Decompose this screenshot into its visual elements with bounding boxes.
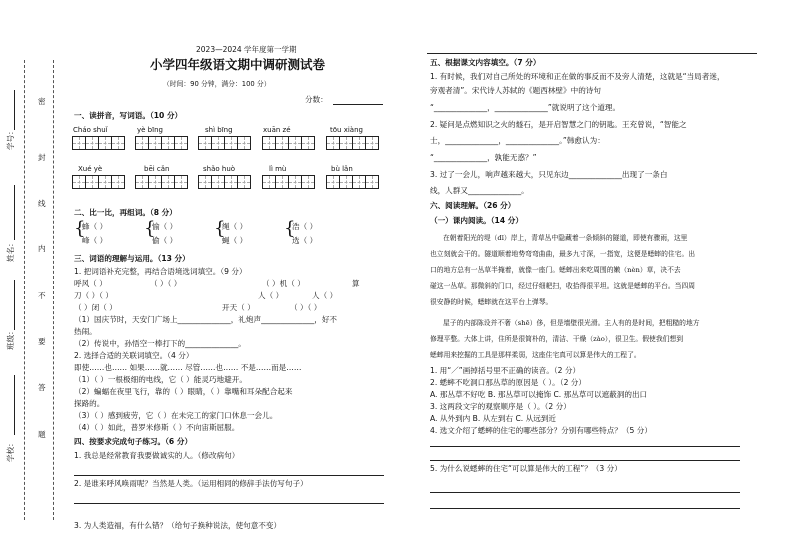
- passage-line: 蟋蟀用来挖掘的工具是那样柔弱，这座住宅真可以算是伟大的工程了。: [430, 351, 641, 359]
- answer-line[interactable]: [430, 460, 740, 461]
- pinyin: bēi cǎn: [144, 165, 170, 173]
- answer-line[interactable]: [430, 492, 740, 493]
- pinyin: shì bīng: [205, 126, 233, 134]
- binding-char: 答: [38, 383, 46, 392]
- char-grid[interactable]: [72, 175, 124, 189]
- question-text: 5. 为什么说蟋蟀的住宅“可以算是伟大的工程”？（3 分）: [430, 464, 622, 473]
- question-text: （1）（ ）一根极细的电线，它（ ）能灵巧地避开。: [74, 375, 247, 384]
- school-blank[interactable]: [14, 375, 15, 435]
- fill-item[interactable]: 算: [352, 279, 360, 288]
- char-grid[interactable]: [326, 175, 378, 189]
- choice-options[interactable]: A. 那丛草不好吃 B. 那丛草可以掩饰 C. 那丛草可以遮蔽洞的出口: [430, 390, 648, 399]
- compare-item[interactable]: 浩（ ）: [292, 222, 318, 231]
- fill-item[interactable]: 人（ ）: [258, 291, 284, 300]
- binding-char: 内: [38, 244, 46, 253]
- pinyin: tōu xiàng: [330, 126, 363, 134]
- question-text: “______________，孰能无惑？”: [430, 153, 537, 162]
- section3-title: 三、词语的理解与运用。（13 分）: [74, 254, 190, 263]
- binding-line-2: [53, 60, 54, 520]
- question-text: （4）（ ）如此，普罗米修斯（ ）不向宙斯屈服。: [74, 423, 240, 432]
- section5-title: 五、根据课文内容填空。（7 分）: [430, 58, 541, 67]
- fill-item[interactable]: （ ）（ ）: [290, 303, 322, 312]
- question-text: 线，人群又______________。: [430, 186, 529, 195]
- question-text: 2. 选择合适的关联词填空。（4 分）: [74, 351, 194, 360]
- pinyin: xuān zé: [263, 126, 291, 134]
- passage-line: 修理平整。大体上讲，住所是很简朴的，清洁、干燥（zào），很卫生。假使我们想到: [430, 335, 684, 343]
- pinyin: bù lǎn: [331, 165, 353, 173]
- question-text: （1）国庆节时，天安门广场上______________，礼炮声______________，好不: [74, 315, 338, 324]
- char-grid[interactable]: [198, 136, 250, 150]
- char-grid[interactable]: [72, 136, 124, 150]
- choice-options[interactable]: A. 从外到内 B. 从左到右 C. 从远到近: [430, 414, 557, 423]
- subsection-title: （一）课内阅读。（14 分）: [430, 216, 523, 225]
- question-text: （3）（ ）感到疲劳，它（ ）在未完工的家门口休息一会儿。: [74, 411, 278, 420]
- question-text: （2）蝙蝠在夜里飞行，靠的（ ）眼睛，（ ）靠嘴和耳朵配合起来: [74, 387, 293, 396]
- compare-item[interactable]: 偷（ ）: [152, 236, 178, 245]
- pinyin: Xué yè: [78, 165, 103, 173]
- char-grid[interactable]: [135, 175, 187, 189]
- class-blank[interactable]: [14, 280, 15, 330]
- binding-char: 密: [38, 97, 46, 106]
- fill-item[interactable]: （ ）闭（ ）: [74, 303, 117, 312]
- binding-char: 要: [38, 337, 46, 346]
- fill-item[interactable]: 刀（ ）（ ）: [74, 291, 113, 300]
- answer-line[interactable]: [430, 446, 740, 447]
- passage-line: 很安静的时候，蟋蟀就在这平台上弹琴。: [430, 298, 553, 306]
- compare-item[interactable]: 蜂（ ）: [82, 222, 108, 231]
- compare-item[interactable]: 蝇（ ）: [222, 236, 248, 245]
- section6-title: 六、阅读理解。（26 分）: [430, 201, 516, 210]
- question-text: 热闹。: [74, 327, 97, 336]
- top-rule: [427, 53, 757, 54]
- name-label: 姓名：: [6, 239, 15, 262]
- binding-char: 线: [38, 199, 46, 208]
- brace: {: [214, 218, 226, 239]
- fill-item[interactable]: 人（ ）: [312, 291, 338, 300]
- question-text: 士，______________，______________。”韩愈认为：: [430, 136, 605, 145]
- section1-title: 一、读拼音，写词语。（10 分）: [74, 111, 183, 120]
- question-text: “______________，______________”就说明了这个道理。: [430, 103, 621, 112]
- score-label: 分数：: [305, 95, 328, 104]
- question-text: 3. 这两段文字的观察顺序是（ ）。（2 分）: [430, 402, 571, 411]
- binding-char: 封: [38, 153, 46, 162]
- score-blank[interactable]: [333, 104, 383, 105]
- fill-item[interactable]: 呼风（ ）: [74, 279, 107, 288]
- passage-line: 口的地方总有一丛草半掩着，就像一座门。蟋蟀出来吃周围的嫩（nèn）草，决不去: [430, 266, 681, 274]
- char-grid[interactable]: [198, 175, 250, 189]
- compare-item[interactable]: 绳（ ）: [222, 222, 248, 231]
- school-year: 2023—2024 学年度第一学期: [196, 45, 297, 54]
- page-title: 小学四年级语文期中调研测试卷: [150, 57, 326, 72]
- passage-line: 屋子的内部陈设并不奢（shē）侈，但是墙壁很光滑。主人有的是时间，把粗糙的地方: [443, 319, 700, 327]
- question-text: 探路的。: [74, 399, 105, 408]
- char-grid[interactable]: [326, 136, 378, 150]
- passage-line: 在朝着阳光的堤（dī）岸上，青草丛中隐藏着一条倾斜的隧道，即使有骤雨，这里: [443, 234, 688, 242]
- pinyin: lì mù: [269, 165, 287, 173]
- answer-line[interactable]: [74, 475, 384, 476]
- brace: {: [144, 218, 156, 239]
- brace: {: [74, 218, 86, 239]
- class-label: 班级：: [6, 327, 15, 350]
- pinyin: shǎo huò: [203, 165, 236, 173]
- fill-item[interactable]: （ ）（ ）: [150, 279, 182, 288]
- binding-char: 不: [38, 291, 46, 300]
- student-id-label: 学号：: [6, 127, 15, 150]
- fill-item[interactable]: 开天（ ）: [222, 303, 255, 312]
- question-text: （2）传说中，孙悟空一棒打下的______________。: [74, 339, 246, 348]
- fill-item[interactable]: （ ）机（ ）: [262, 279, 305, 288]
- binding-line: [24, 60, 25, 520]
- compare-item[interactable]: 选（ ）: [292, 236, 318, 245]
- question-text: 2. 疑问是点燃知识之火的燧石，是开启智慧之门的钥匙。王充曾说，“智能之: [430, 120, 687, 129]
- conjunction-options: 即使……也…… 如果……就…… 尽管……也…… 不是……而是……: [74, 363, 302, 372]
- answer-line[interactable]: [74, 503, 384, 504]
- question-text: 2. 是谁来呼风唤雨呢？当然是人类。（运用相同的修辞手法仿写句子）: [74, 479, 308, 488]
- question-text: 1. 用“／”画掉括号里不正确的读音。（2 分）: [430, 366, 581, 375]
- compare-item[interactable]: 峰（ ）: [82, 236, 108, 245]
- student-id-blank[interactable]: [14, 90, 15, 130]
- question-text: 3. 过了一会儿，响声越来越大，只见东边______________出现了一条白: [430, 170, 668, 179]
- passage-line: 碰这一丛草。那微斜的门口，经过仔细耙扫，收拾得很平坦。这就是蟋蟀的平台。当四周: [430, 282, 696, 290]
- exam-meta: （时间：90 分钟，满分：100 分）: [163, 80, 271, 88]
- school-label: 学校：: [6, 439, 15, 462]
- section2-title: 二、比一比，再组词。（8 分）: [74, 208, 177, 217]
- question-text: 旁观者清”。宋代诗人苏轼的《题西林壁》中的诗句: [430, 86, 601, 95]
- name-blank[interactable]: [14, 185, 15, 240]
- passage-line: 也立刻就会干的。隧道顺着地势弯弯曲曲，最多九寸深，一指宽，这便是蟋蟀的住宅。出: [430, 250, 696, 258]
- question-text: 2. 蟋蟀不吃洞口那丛草的原因是（ ）。（2 分）: [430, 378, 586, 387]
- char-grid[interactable]: [135, 136, 187, 150]
- question-text: 3. 为人类造福，有什么错？（给句子换种说法，使句意不变）: [74, 521, 282, 530]
- question-text: 1. 把词语补充完整，再结合语境选词填空。（9 分）: [74, 267, 247, 276]
- binding-char: 题: [38, 430, 46, 439]
- pinyin: yè bīng: [137, 126, 163, 134]
- char-grid[interactable]: [262, 136, 314, 150]
- answer-line[interactable]: [430, 508, 740, 509]
- char-grid[interactable]: [262, 175, 314, 189]
- section4-title: 四、按要求完成句子练习。（6 分）: [74, 437, 193, 446]
- compare-item[interactable]: 愉（ ）: [152, 222, 178, 231]
- brace: {: [284, 218, 296, 239]
- question-text: 4. 选文介绍了蟋蟀的住宅的哪些部分？分别有哪些特点？（5 分）: [430, 426, 652, 435]
- pinyin: Cháo shuǐ: [73, 126, 108, 134]
- question-text: 1. 有时候，我们对自己所处的环境和正在做的事反而不及旁人清楚，这就是“当局者迷，: [430, 72, 725, 81]
- question-text: 1. 我总是经常教育我要做诚实的人。（修改病句）: [74, 451, 240, 460]
